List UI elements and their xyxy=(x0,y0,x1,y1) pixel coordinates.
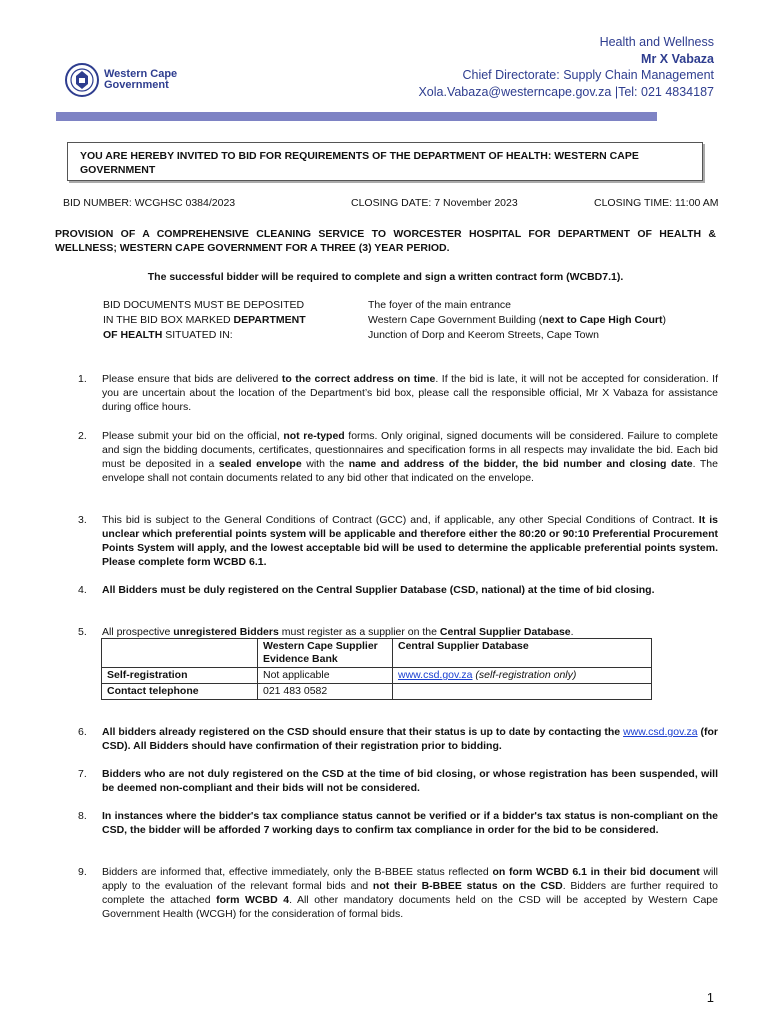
csd-link-note: (self-registration only) xyxy=(472,669,577,681)
item-text-bold: form WCBD 4 xyxy=(216,894,290,906)
item-text-bold: All Bidders must be duly registered on the Central Supplier Database (CSD, national) at the time of bid closing. xyxy=(102,584,655,596)
item-text: Please ensure that bids are delivered xyxy=(102,373,282,385)
item-text-bold: It is unclear which preferential points system will be applicable and therefore either the 80:20 or 90:10 Preferential Procurement Points System will apply, and the lowest acceptable bid will be used to determine the applicable preferential points system. Please complete form WCBD 6.1. xyxy=(102,514,718,568)
item-text-bold: to the correct address on time xyxy=(281,373,436,385)
logo-text-line1: Western Cape xyxy=(104,67,178,80)
item-text: . Bidders are further required to complete the attached xyxy=(102,880,718,906)
location-line-2-end: ) xyxy=(662,314,666,326)
item-text-bold: not re-typed xyxy=(283,430,345,442)
list-item-number: 5. xyxy=(78,626,87,638)
header-contact xyxy=(418,34,714,100)
deposit-line-2-bold: DEPARTMENT xyxy=(233,314,306,326)
directorate-name: Chief Directorate: Supply Chain Management xyxy=(462,68,714,82)
list-item-number: 1. xyxy=(78,373,87,385)
deposit-line-1: BID DOCUMENTS MUST BE DEPOSITED xyxy=(103,299,305,311)
table-header-csd: Central Supplier Database xyxy=(393,639,652,668)
list-item xyxy=(78,725,718,753)
deposit-line-3-bold: OF HEALTH xyxy=(103,329,163,341)
list-item-number: 8. xyxy=(78,810,87,822)
item-text: will apply to the evaluation of the relevant formal bids and xyxy=(102,866,718,892)
page-number: 1 xyxy=(706,990,714,1005)
item-text: All prospective xyxy=(102,626,174,638)
list-item-number: 3. xyxy=(78,514,87,526)
item-text-bold: sealed envelope xyxy=(218,458,302,470)
table-cell: Self-registration xyxy=(102,668,258,684)
deposit-line-2: IN THE BID BOX MARKED xyxy=(103,314,234,326)
item-text: with the xyxy=(301,458,349,470)
location-line-3: Junction of Dorp and Keerom Streets, Cape Town xyxy=(368,329,599,341)
item-text: must register as a supplier on the xyxy=(278,626,440,638)
table-header-wcseb: Western Cape Supplier Evidence Bank xyxy=(258,639,393,668)
contact-name: Mr X Vabaza xyxy=(641,51,714,66)
header-divider-bar xyxy=(56,112,657,121)
deposit-instructions xyxy=(103,298,333,343)
list-item-number: 2. xyxy=(78,430,87,442)
table-cell: Contact telephone xyxy=(102,684,258,700)
item-text: . The envelope shall not contain documents related to any bid other that indicated on the envelope. xyxy=(102,458,718,484)
table-row xyxy=(102,639,652,668)
item-text: . All other mandatory documents held on the CSD will be accepted by Western Cape Government Health (WCGH) for the consideration of formal bids. xyxy=(102,894,718,920)
invitation-box: YOU ARE HEREBY INVITED TO BID FOR REQUIREMENTS OF THE DEPARTMENT OF HEALTH: WESTERN CAPE GOVERNMENT xyxy=(67,142,703,181)
item-text: Please submit your bid on the official, xyxy=(102,430,284,442)
item-text-bold: name and address of the bidder, the bid number and closing date xyxy=(348,458,693,470)
department-name: Health and Wellness xyxy=(599,35,714,49)
provision-title: PROVISION OF A COMPREHENSIVE CLEANING SERVICE TO WORCESTER HOSPITAL FOR DEPARTMENT OF HEALTH & WELLNESS; WESTERN CAPE GOVERNMENT FOR A THREE (3) YEAR PERIOD. xyxy=(55,228,716,254)
location-line-2: Western Cape Government Building ( xyxy=(368,314,543,326)
list-item xyxy=(78,625,718,639)
table-cell xyxy=(393,668,652,684)
csd-link[interactable]: www.csd.gov.za xyxy=(398,669,473,681)
contact-line: Xola.Vabaza@westerncape.gov.za |Tel: 021 4834187 xyxy=(418,84,714,99)
item-text: Bidders are informed that, effective immediately, only the B-BBEE status reflected xyxy=(102,866,493,878)
item-text-bold: Central Supplier Database xyxy=(439,626,571,638)
table-row xyxy=(102,684,652,700)
contract-note: The successful bidder will be required to complete and sign a written contract form (WCBD7.1). xyxy=(147,271,624,283)
list-item xyxy=(78,513,718,569)
item-text-bold: (for CSD). All Bidders should have confirmation of their registration prior to bidding. xyxy=(102,726,718,752)
logo-text-line2: Government xyxy=(104,79,169,91)
item-text: forms. Only original, signed documents will be considered. Failure to complete and sign the bidding documents, certificates, questionnaires and specification forms in all respects may invalidate the bid. Each bid must be deposited in a xyxy=(102,430,719,470)
table-cell xyxy=(102,639,258,668)
location-line-2-bold: next to Cape High Court xyxy=(542,314,663,326)
list-item-number: 6. xyxy=(78,726,87,738)
coat-of-arms-icon xyxy=(64,62,100,98)
item-text-bold: In instances where the bidder's tax compliance status cannot be verified or if a bidder's tax status is non-compliant on the CSD, the bidder will be afforded 7 working days to confirm tax compliance in order for the bid to be considered. xyxy=(102,810,718,836)
table-row xyxy=(102,668,652,684)
closing-date: CLOSING DATE: 7 November 2023 xyxy=(351,197,518,209)
list-item xyxy=(78,865,718,921)
csd-table xyxy=(101,638,652,700)
list-item xyxy=(78,767,718,795)
item-text-bold: Bidders who are not duly registered on the CSD at the time of bid closing, or whose registration has been suspended, will be deemed non-compliant and their bids will not be considered. xyxy=(102,768,718,794)
closing-time: CLOSING TIME: 11:00 AM xyxy=(594,197,719,209)
item-text-bold: on form WCBD 6.1 in their bid document xyxy=(492,866,700,878)
item-text: . If the bid is late, it will not be accepted for consideration. If you are uncertain about the location of the Department’s bid box, please call the responsible official, Mr X Vabaza for assistance during office hours. xyxy=(102,373,718,413)
csd-link[interactable]: www.csd.gov.za xyxy=(623,726,698,738)
list-item-number: 4. xyxy=(78,584,87,596)
table-cell xyxy=(393,684,652,700)
government-logo xyxy=(64,62,177,98)
item-text-bold: All bidders already registered on the CSD should ensure that their status is up to date by contacting the xyxy=(102,726,624,738)
list-item xyxy=(78,809,718,837)
item-text-bold: unregistered Bidders xyxy=(173,626,279,638)
location-line-1: The foyer of the main entrance xyxy=(368,299,511,311)
deposit-location xyxy=(368,298,728,343)
bid-number: BID NUMBER: WCGHSC 0384/2023 xyxy=(63,197,236,209)
list-item xyxy=(78,372,718,414)
table-cell: Not applicable xyxy=(258,668,393,684)
list-item-number: 7. xyxy=(78,768,87,780)
item-text: This bid is subject to the General Conditions of Contract (GCC) and, if applicable, any other Special Conditions of Contract. xyxy=(102,514,699,526)
deposit-line-3: SITUATED IN: xyxy=(162,329,233,341)
list-item xyxy=(78,583,718,597)
list-item-number: 9. xyxy=(78,866,87,878)
table-cell: 021 483 0582 xyxy=(258,684,393,700)
item-text: . xyxy=(570,626,574,638)
list-item xyxy=(78,429,718,485)
item-text-bold: not their B-BBEE status on the CSD xyxy=(372,880,563,892)
